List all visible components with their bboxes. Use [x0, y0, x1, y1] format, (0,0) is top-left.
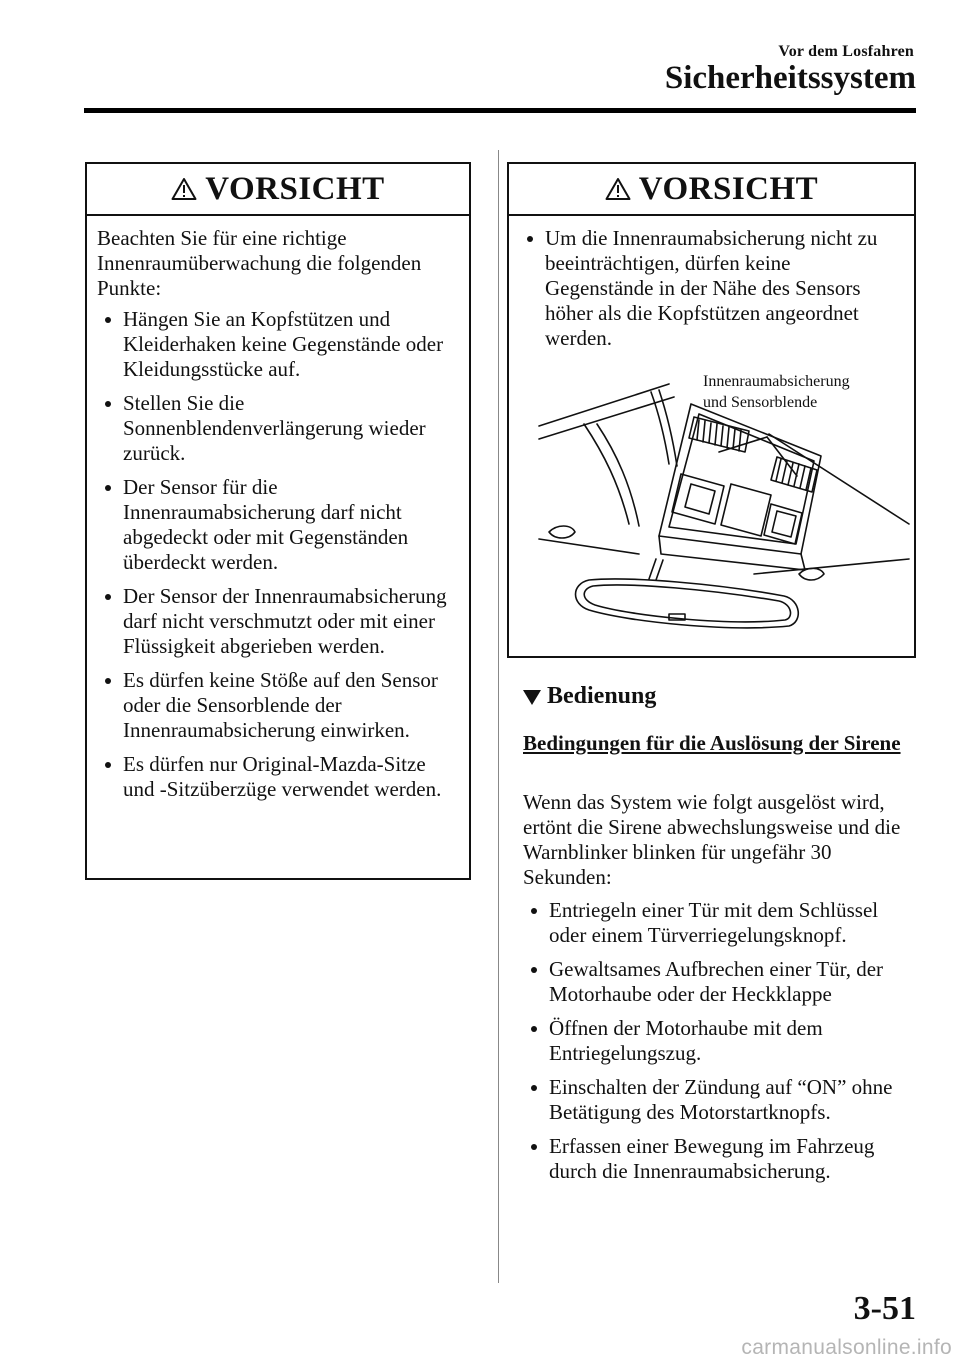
list-item: Es dürfen keine Stöße auf den Sensor oder die Sensorblende der Innenraumabsicherung einwirken.: [97, 668, 457, 743]
warning-triangle-icon: [171, 177, 197, 201]
section-title: Sicherheitssystem: [664, 60, 916, 96]
list-item: Der Sensor für die Innenraumabsicherung darf nicht abgedeckt oder mit Gegenständen überdeckt werden.: [97, 475, 457, 575]
caution-box-left: [85, 162, 471, 880]
siren-paragraph: Wenn das System wie folgt ausgelöst wird, ertönt die Sirene abwechslungsweise und die Warnblinker blinken für ungefähr 30 Sekunden:: [523, 790, 901, 889]
list-item: Hängen Sie an Kopfstützen und Kleiderhaken keine Gegenstände oder Kleidungsstücke auf.: [97, 307, 457, 382]
caution-heading-right: [509, 164, 914, 216]
siren-conditions-subheading: Bedingungen für die Auslösung der Sirene: [523, 731, 901, 755]
list-item: Um die Innenraumabsicherung nicht zu beeinträchtigen, dürfen keine Gegenstände in der Nähe des Sensors höher als die Kopfstützen angeordnet werden.: [519, 226, 902, 351]
column-divider: [498, 150, 499, 1283]
caution-intro: Beachten Sie für eine richtige Innenraumüberwachung die folgenden Punkte:: [97, 226, 422, 300]
list-item: Stellen Sie die Sonnenblendenverlängerung wieder zurück.: [97, 391, 457, 466]
callout-line-1: Innenraumabsicherung: [703, 373, 850, 390]
watermark: carmanualsonline.info: [741, 1336, 952, 1359]
header-rule: [84, 108, 916, 113]
operation-heading-text: Bedienung: [547, 683, 657, 709]
chapter-title: Vor dem Losfahren: [778, 43, 914, 60]
list-item: Es dürfen nur Original-Mazda-Sitze und -Sitzüberzüge verwendet werden.: [97, 752, 457, 802]
caution-heading-text: VORSICHT: [638, 170, 819, 207]
list-item: Der Sensor der Innenraumabsicherung darf nicht verschmutzt oder mit einer Flüssigkeit abgerieben werden.: [97, 584, 457, 659]
caution-heading-text: VORSICHT: [205, 170, 385, 207]
list-item: Entriegeln einer Tür mit dem Schlüssel oder einem Türverriegelungsknopf.: [523, 898, 917, 948]
overhead-console-illustration: [509, 364, 914, 654]
list-item: Öffnen der Motorhaube mit dem Entriegelungszug.: [523, 1016, 917, 1066]
caution-list-right: [519, 226, 902, 351]
siren-trigger-list: [523, 898, 917, 1193]
page-number: 3-51: [853, 1290, 916, 1327]
operation-heading: [523, 684, 917, 709]
warning-triangle-icon: [605, 177, 631, 201]
caution-heading-left: [87, 164, 469, 216]
list-item: Erfassen einer Bewegung im Fahrzeug durch die Innenraumabsicherung.: [523, 1134, 917, 1184]
list-item: Gewaltsames Aufbrechen einer Tür, der Motorhaube oder der Heckklappe: [523, 957, 917, 1007]
caution-list-left: [97, 307, 457, 802]
list-item: Einschalten der Zündung auf “ON” ohne Betätigung des Motorstartknopfs.: [523, 1075, 917, 1125]
caution-box-right: [507, 162, 916, 658]
triangle-bullet-icon: [523, 690, 541, 705]
callout-line-2: und Sensorblende: [703, 394, 818, 411]
